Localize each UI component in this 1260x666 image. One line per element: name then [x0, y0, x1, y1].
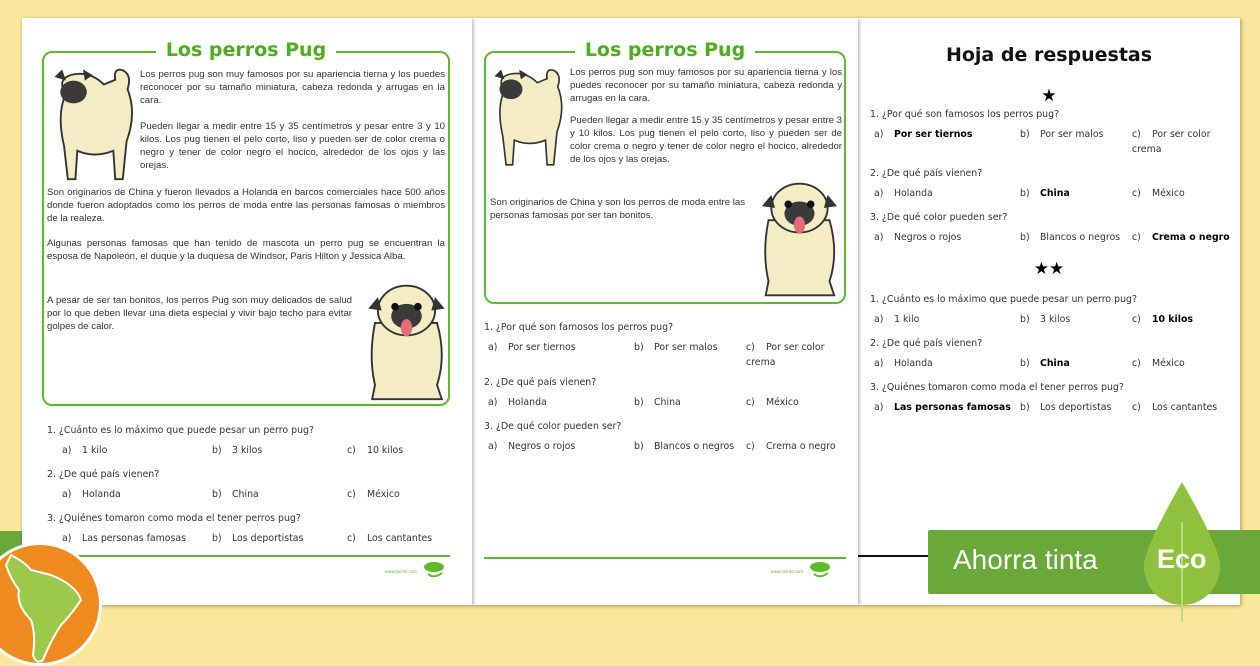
two-stars-icon: ★★	[1033, 259, 1065, 279]
question-text: 3. ¿De qué color pueden ser?	[870, 212, 1008, 223]
eco-leaf-badge	[1142, 482, 1222, 622]
answer-option-text: Los cantantes	[367, 533, 433, 544]
answer-option-c: c) Los cantantes	[1132, 402, 1218, 413]
question-text: 2. ¿De qué país vienen?	[484, 377, 597, 388]
answer-option-a: a) Por ser tiernos	[874, 129, 973, 140]
twinkl-logo-icon	[422, 561, 446, 579]
answer-option-b: b) China	[634, 397, 681, 408]
eco-banner-label: Ahorra tinta	[953, 544, 1098, 575]
twinkl-logo-icon	[808, 561, 832, 579]
answer-option-c: c) México	[746, 397, 799, 408]
answer-option-text: Por ser malos	[654, 342, 718, 353]
answer-option-text: Los cantantes	[1152, 402, 1218, 413]
answer-option-a: a) Las personas famosas	[62, 533, 187, 544]
answer-option-text: China	[1040, 188, 1070, 199]
paragraph: Son originarios de China y son los perros de moda entre las personas famosas por ser tan bonitos.	[490, 197, 745, 221]
answer-option-text: México	[1152, 188, 1185, 199]
answer-option-text: 1 kilo	[82, 445, 108, 456]
question	[47, 469, 457, 500]
question	[484, 421, 844, 452]
answer-option-text: Por ser color crema	[1132, 129, 1211, 155]
answer-option-text: Crema o negro	[766, 441, 836, 452]
answer-option-b: b) China	[212, 489, 259, 500]
answer-sheet-title: Hoja de respuestas	[945, 44, 1153, 66]
page-divider-line	[858, 555, 930, 557]
question	[47, 513, 457, 544]
pug-sitting-illustration	[754, 178, 844, 300]
question-text: 2. ¿De qué país vienen?	[47, 469, 160, 480]
answer-option-text: Negros o rojos	[894, 232, 962, 243]
answer-option-text: 3 kilos	[232, 445, 263, 456]
question	[870, 168, 1230, 199]
answer-option-b: b) Por ser malos	[634, 342, 718, 353]
paragraph: Son originarios de China y fueron llevados a Holanda en barcos comerciales hace 500 años donde fueron adoptados como los perros de moda entre las personas famosas o miembros de la realeza.	[47, 187, 445, 224]
answer-option-b: b) 3 kilos	[212, 445, 263, 456]
worksheet-title: Los perros Pug	[575, 39, 755, 61]
footer-url: www.twinkl.com	[770, 569, 803, 574]
question	[47, 425, 457, 456]
answer-option-c: c) 10 kilos	[347, 445, 404, 456]
footer-line	[42, 555, 450, 557]
answer-option-c: c) Por ser color crema	[746, 342, 825, 368]
answer-option-text: Por ser malos	[1040, 129, 1104, 140]
answer-option-text: Holanda	[894, 358, 933, 369]
pug-standing-illustration	[47, 56, 137, 184]
paragraph: A pesar de ser tan bonitos, los perros Pug son muy delicados de salud por lo que deben llevar una dieta especial y vivir bajo techo para evitar golpes de calor.	[47, 295, 352, 332]
answer-option-text: 10 kilos	[367, 445, 404, 456]
footer-line	[484, 557, 846, 559]
paragraph: Algunas personas famosas que han tenido de mascota un perro pug se encuentran la esposa de Napoleón, el duque y la duquesa de Windsor, Paris Hilton y Jessica Alba.	[47, 238, 445, 262]
question-text: 2. ¿De qué país vienen?	[870, 168, 983, 179]
answer-option-text: México	[1152, 358, 1185, 369]
one-star-icon: ★	[1041, 86, 1057, 106]
question-text: 3. ¿Quiénes tomaron como moda el tener perros pug?	[47, 513, 301, 524]
question-text: 1. ¿Por qué son famosos los perros pug?	[484, 322, 674, 333]
question-text: 2. ¿De qué país vienen?	[870, 338, 983, 349]
paragraph: Pueden llegar a medir entre 15 y 35 centímetros y pesar entre 3 y 10 kilos. Los pug tienen el pelo corto, liso y pueden ser de color crema o negro y tener de color negro el hocico, alrededor de los ojos y las orejas.	[570, 115, 842, 165]
question	[484, 377, 844, 408]
answer-option-text: Holanda	[82, 489, 121, 500]
answer-option-c: c) Los cantantes	[347, 533, 433, 544]
eco-badge-label: Eco	[1157, 544, 1207, 574]
answer-option-a: a) Holanda	[874, 358, 933, 369]
footer-url: www.twinkl.com	[384, 569, 417, 574]
answer-option-b: b) 3 kilos	[1020, 314, 1071, 325]
answer-option-b: b) Blancos o negros	[1020, 232, 1121, 243]
question-text: 3. ¿Quiénes tomaron como moda el tener perros pug?	[870, 382, 1124, 393]
answer-option-text: Holanda	[894, 188, 933, 199]
answer-option-text: Blancos o negros	[654, 441, 735, 452]
question-text: 1. ¿Cuánto es lo máximo que puede pesar un perro pug?	[47, 425, 314, 436]
answer-option-c: c) México	[1132, 358, 1185, 369]
answer-option-b: b) Los deportistas	[1020, 402, 1112, 413]
answer-option-a: a) Por ser tiernos	[488, 342, 576, 353]
answer-option-text: China	[1040, 358, 1070, 369]
answer-option-b: b) Los deportistas	[212, 533, 304, 544]
answer-option-a: a) Holanda	[62, 489, 121, 500]
question	[870, 212, 1230, 243]
answer-option-text: Por ser color crema	[746, 342, 825, 368]
answer-option-b: b) Por ser malos	[1020, 129, 1104, 140]
paragraph: Los perros pug son muy famosos por su apariencia tierna y los puedes reconocer por su tamaño miniatura, cabeza redonda y arrugas en la cara.	[140, 69, 445, 106]
answer-option-c: c) México	[347, 489, 400, 500]
question	[870, 294, 1230, 325]
question-text: 3. ¿De qué color pueden ser?	[484, 421, 622, 432]
worksheet-page-easy	[472, 18, 858, 605]
answer-option-text: China	[654, 397, 681, 408]
pug-sitting-illustration	[360, 280, 452, 404]
answer-option-text: Por ser tiernos	[508, 342, 576, 353]
question	[484, 322, 844, 368]
question-text: 1. ¿Por qué son famosos los perros pug?	[870, 109, 1060, 120]
answer-option-c: c) Crema o negro	[1132, 232, 1230, 243]
answer-option-c: c) 10 kilos	[1132, 314, 1193, 325]
answer-option-text: Holanda	[508, 397, 547, 408]
answer-option-a: a) 1 kilo	[62, 445, 108, 456]
answer-option-text: 1 kilo	[894, 314, 920, 325]
answer-option-c: c) México	[1132, 188, 1185, 199]
question	[870, 382, 1230, 413]
question-text: 1. ¿Cuánto es lo máximo que puede pesar un perro pug?	[870, 294, 1137, 305]
answer-option-text: Los deportistas	[232, 533, 304, 544]
worksheet-page-advanced	[22, 18, 472, 605]
paragraph: Pueden llegar a medir entre 15 y 35 centímetros y pesar entre 3 y 10 kilos. Los pug tienen el pelo corto, liso y pueden ser de color crema o negro y tener de color negro el hocico, alrededor de los ojos y las orejas.	[140, 121, 445, 171]
answer-option-text: Por ser tiernos	[894, 129, 973, 140]
answer-option-c: c) Crema o negro	[746, 441, 836, 452]
answer-option-text: 3 kilos	[1040, 314, 1071, 325]
paragraph: Los perros pug son muy famosos por su apariencia tierna y los puedes reconocer por su tamaño miniatura, cabeza redonda y arrugas en la cara.	[570, 67, 842, 104]
answer-option-a: a) 1 kilo	[874, 314, 920, 325]
answer-option-text: Crema o negro	[1152, 232, 1230, 243]
answer-option-text: Las personas famosas	[82, 533, 187, 544]
question	[870, 109, 1230, 155]
answer-option-a: a) Negros o rojos	[874, 232, 962, 243]
answer-option-c: c) Por ser color crema	[1132, 129, 1211, 155]
answer-option-a: a) Negros o rojos	[488, 441, 576, 452]
answer-option-a: a) Las personas famosas	[874, 402, 1011, 413]
answer-option-a: a) Holanda	[874, 188, 933, 199]
answer-option-text: 10 kilos	[1152, 314, 1193, 325]
answer-option-text: Negros o rojos	[508, 441, 576, 452]
pug-standing-illustration	[488, 58, 566, 169]
answer-option-text: México	[766, 397, 799, 408]
answer-option-text: Los deportistas	[1040, 402, 1112, 413]
answer-option-a: a) Holanda	[488, 397, 547, 408]
question	[870, 338, 1230, 369]
answer-option-b: b) China	[1020, 358, 1070, 369]
answer-option-text: Las personas famosas	[894, 402, 1011, 413]
answer-option-text: Blancos o negros	[1040, 232, 1121, 243]
answer-option-text: China	[232, 489, 259, 500]
worksheet-title: Los perros Pug	[156, 39, 336, 61]
answer-option-text: México	[367, 489, 400, 500]
answer-option-b: b) China	[1020, 188, 1070, 199]
answer-option-b: b) Blancos o negros	[634, 441, 735, 452]
